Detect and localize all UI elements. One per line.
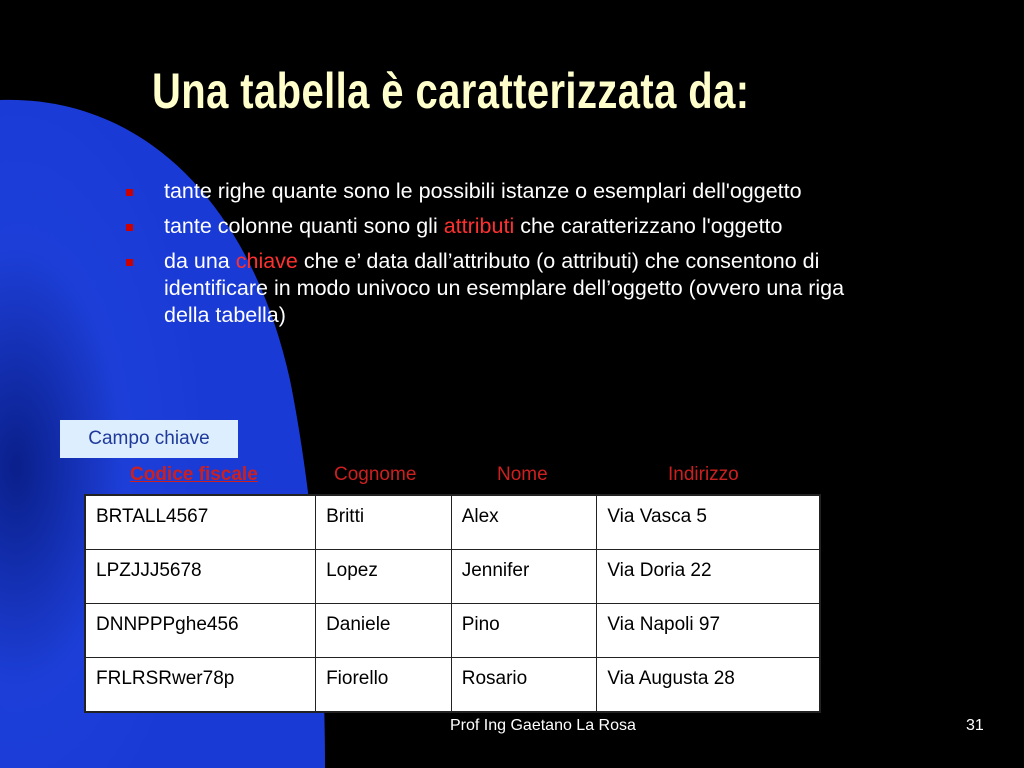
table-cell: FRLRSRwer78p xyxy=(85,658,316,713)
table-cell: Via Doria 22 xyxy=(597,550,820,604)
bullet-item xyxy=(126,178,886,205)
bullet-list xyxy=(126,178,886,337)
highlight-attributi: attributi xyxy=(443,214,515,238)
column-header-nome: Nome xyxy=(497,464,548,485)
table-row xyxy=(85,658,820,713)
table-cell: Alex xyxy=(451,495,597,550)
bullet-item xyxy=(126,248,886,329)
table-cell: Daniele xyxy=(316,604,452,658)
table-cell: Via Vasca 5 xyxy=(597,495,820,550)
square-bullet-icon xyxy=(126,259,133,266)
table-cell: Via Napoli 97 xyxy=(597,604,820,658)
table-cell: Pino xyxy=(451,604,597,658)
persons-table xyxy=(84,494,821,713)
table-cell: Jennifer xyxy=(451,550,597,604)
bullet-text: tante righe quante sono le possibili istanze o esemplari dell'oggetto xyxy=(164,179,802,203)
table-cell: DNNPPPghe456 xyxy=(85,604,316,658)
bullet-text: che caratterizzano l'oggetto xyxy=(514,214,783,238)
column-header-indirizzo: Indirizzo xyxy=(668,464,739,485)
table-cell: Britti xyxy=(316,495,452,550)
square-bullet-icon xyxy=(126,224,133,231)
bullet-text: che e’ data dall’attributo (o attributi) che consentono di identificare in modo univoco un esemplare dell’oggetto (ovvero una riga della tabella) xyxy=(164,249,845,327)
bullet-item xyxy=(126,213,886,240)
footer-author: Prof Ing Gaetano La Rosa xyxy=(450,717,636,734)
table-row xyxy=(85,550,820,604)
table-cell: LPZJJJ5678 xyxy=(85,550,316,604)
table-cell: Rosario xyxy=(451,658,597,713)
column-header-cognome: Cognome xyxy=(334,464,417,485)
highlight-chiave: chiave xyxy=(235,249,298,273)
table-row xyxy=(85,604,820,658)
table-cell: BRTALL4567 xyxy=(85,495,316,550)
bullet-text: tante colonne quanti sono gli xyxy=(164,214,444,238)
key-field-badge: Campo chiave xyxy=(60,420,238,458)
bullet-text: da una xyxy=(164,249,236,273)
column-header-codice-fiscale: Codice fiscale xyxy=(130,464,258,485)
table-row xyxy=(85,495,820,550)
table-cell: Via Augusta 28 xyxy=(597,658,820,713)
page-number: 31 xyxy=(966,717,984,734)
table-cell: Fiorello xyxy=(316,658,452,713)
table-cell: Lopez xyxy=(316,550,452,604)
square-bullet-icon xyxy=(126,189,133,196)
slide-title: Una tabella è caratterizzata da: xyxy=(152,63,750,119)
